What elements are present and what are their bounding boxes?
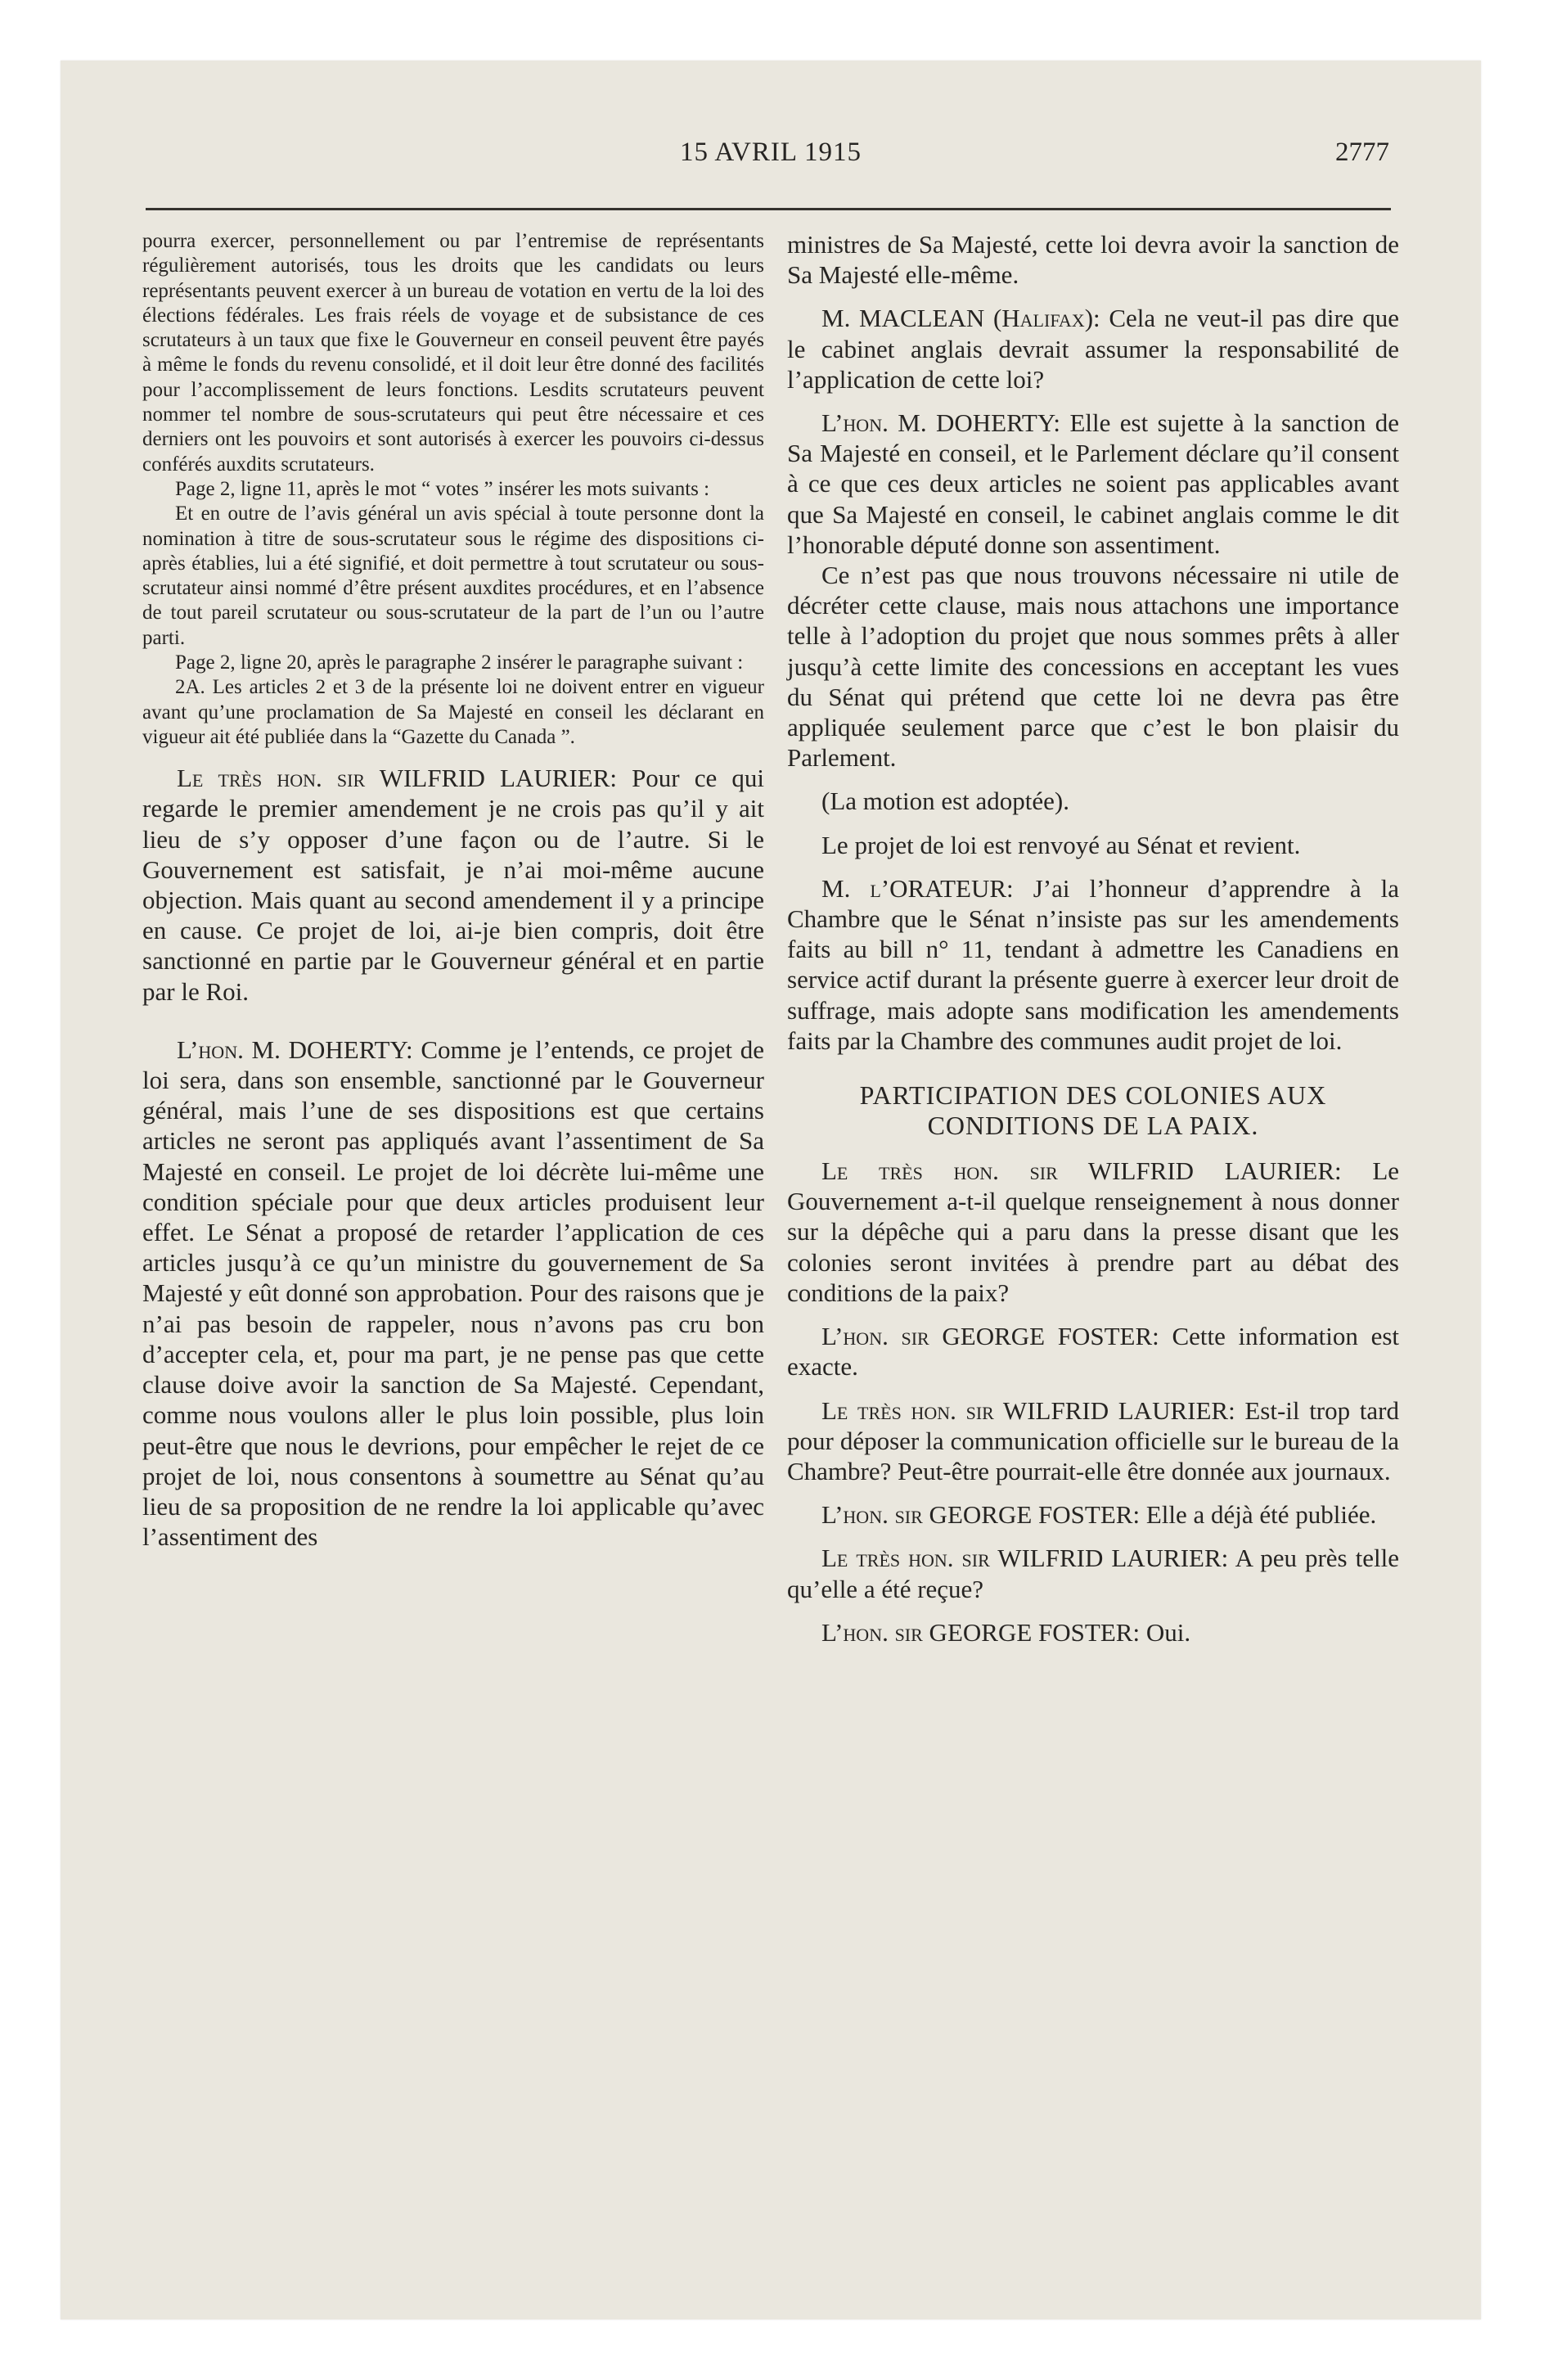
amendment-paragraph: Et en outre de l’avis général un avis spécial à toute personne dont la nomination à titre de sous-scrutateur sous le régime des dispositions ci-après établies, lui a été signifié, et doit permettre à tout scrutateur ou sous-scrutateur ainsi nommé d’être présent auxdites procédures, et en l’absence de tout pareil scrutateur ou sous-scrutateur de la part de l’un ou l’autre parti. [142, 503, 764, 649]
speech-text: Ce n’est pas que nous trouvons nécessaire ni utile de décréter cette clause, mais nous attachons une importance telle à l’adoption du projet que nous sommes prêts à aller jusqu’à cette limite des concessions en acceptant les vues du Sénat qui prétend que cette loi ne devra pas être appliquée seulement parce que c’est le bon plaisir du Parlement. [787, 561, 1399, 773]
speech-text: Oui. [1145, 1617, 1191, 1647]
speaker-name: M. l’ORATEUR: [821, 873, 1014, 903]
speech-paragraph [787, 1321, 1399, 1382]
speech-text: Cela ne veut-il pas dire que le cabinet anglais devrait assumer la responsabilité de l’application de cette loi? [787, 304, 1400, 394]
amendment-paragraph: Page 2, ligne 20, après le paragraphe 2 insérer le paragraphe suivant : [175, 651, 744, 674]
section-heading-line2: CONDITIONS DE LA PAIX. [927, 1111, 1259, 1141]
speaker-name: L’hon. sir GEORGE FOSTER: [821, 1322, 1159, 1351]
speaker-name: Le très hon. sir WILFRID LAURIER: [821, 1156, 1342, 1186]
speech-text: Elle est sujette à la sanction de Sa Majesté en conseil, et le Parlement déclare qu’il consent à ce que ces deux articles ne soient pas applicables avant que Sa Majesté en conseil, le cabinet anglais comme le dit l’honorable député donne son assentiment. [787, 408, 1400, 559]
speech-text: Le projet de loi est renvoyé au Sénat et revient. [821, 830, 1301, 859]
speaker-name: L’hon. sir GEORGE FOSTER: [821, 1617, 1141, 1647]
speaker-name: Le très hon. sir WILFRID LAURIER: [821, 1544, 1229, 1573]
speech-paragraph [787, 408, 1399, 560]
right-column [787, 229, 1399, 1648]
speech-paragraph [787, 303, 1399, 394]
procedural-note [787, 786, 1399, 816]
speech-text: Pour ce qui regarde le premier amendement je ne crois pas qu’il y ait lieu de s’y opposer d’une façon ou de l’autre. Si le Gouvernement est satisfait, je n’ai moi-même aucune objection. Mais quant au second amendement il y a principe en cause. Ce projet de loi, ai-je bien compris, doit être sanctionné en partie par le Gouverneur général et en partie par le Roi. [142, 764, 764, 1006]
speaker-name: L’hon. M. DOHERTY: [177, 1034, 413, 1064]
page-number: 2777 [1335, 137, 1389, 167]
debate-text-left [142, 763, 764, 1552]
speech-paragraph [787, 1395, 1399, 1487]
speech-paragraph [787, 1156, 1399, 1308]
speech-text: Est-il trop tard pour déposer la communication officielle sur le bureau de la Chambre? Peut-être pourrait-elle être donnée aux journaux. [787, 1395, 1399, 1485]
amendment-paragraph: 2A. Les articles 2 et 3 de la présente loi ne doivent entrer en vigueur avant qu’une proclamation de Sa Majesté en conseil les déclarant en vigueur ait été publiée dans la “Gazette du Canada ”. [142, 676, 764, 748]
scanned-page [61, 61, 1481, 2319]
speech-text: Comme je l’entends, ce projet de loi sera, dans son ensemble, sanctionné par le Gouverneur général, mais l’une de ses dispositions est que certains articles ne seront pas appliqués avant l’assentiment de Sa Majesté en conseil. Le projet de loi décrète lui-même une condition spéciale pour que deux articles produisent leur effet. Le Sénat a proposé de retarder l’application de ces articles jusqu’à ce qu’un ministre du gouvernement de Sa Majesté y eût donné son approbation. Pour des raisons que je n’ai pas besoin de rappeler, nous n’avons pas cru bon d’accepter cela, et, pour ma part, je ne pense pas que cette clause doive avoir la sanction de Sa Majesté. Cependant, comme nous voulons aller le plus loin possible, plus loin peut-être que nous le devrions, pour empêcher le rejet de ce projet de loi, nous consentons à soumettre au Sénat qu’au lieu de sa proposition de ne rendre la loi applicable qu’avec l’assentiment des [142, 1034, 764, 1552]
speech-paragraph [787, 1499, 1399, 1530]
speech-paragraph [787, 560, 1399, 773]
speaker-name: M. MACLEAN (Halifax): [821, 304, 1100, 333]
speech-paragraph [787, 1543, 1399, 1603]
amendment-text [142, 229, 764, 750]
speech-paragraph [787, 1617, 1399, 1648]
speech-text: A peu près telle qu’elle a été reçue? [787, 1544, 1399, 1603]
amendment-paragraph: pourra exercer, personnellement ou par l’entremise de représentants régulièrement autorisés, tous les droits que les candidats ou leurs représentants peuvent exercer à un bureau de votation en vertu de la loi des élections fédérales. Les frais réels de voyage et de subsistance de ces scrutateurs à un taux que fixe le Gouverneur en conseil peuvent être payés à même le fonds du revenu consolidé, et il doit leur être donné des facilités pour l’accomplissement de leurs fonctions. Lesdits scrutateurs peuvent nommer tel nombre de sous-scrutateurs qui peut être nécessaire et ces derniers ont les pouvoirs et sont autorisés à exercer les pouvoirs ci-dessus conférés auxdits scrutateurs. [142, 230, 764, 476]
section-heading: PARTICIPATION DES COLONIES AUX [859, 1080, 1327, 1111]
procedural-note [787, 830, 1399, 860]
speech-paragraph [787, 229, 1399, 290]
amendment-paragraph: Page 2, ligne 11, après le mot “ votes ” insérer les mots suivants : [175, 477, 710, 500]
speech-text: Le Gouvernement a-t-il quelque renseignement à nous donner sur la dépêche qui a paru dans la presse disant que les colonies seront invitées à prendre part au débat des conditions de la paix? [787, 1156, 1400, 1307]
speech-text: (La motion est adoptée). [821, 787, 1070, 816]
left-column [142, 229, 764, 1552]
speech-text: Elle a déjà été publiée. [1145, 1500, 1377, 1530]
speaker-name: Le très hon. sir WILFRID LAURIER: [177, 764, 617, 793]
speech-paragraph [142, 763, 764, 1007]
header-rule [146, 208, 1391, 210]
speech-text: ministres de Sa Majesté, cette loi devra avoir la sanction de Sa Majesté elle-même. [787, 230, 1399, 290]
speaker-name: Le très hon. sir WILFRID LAURIER: [821, 1395, 1235, 1425]
speech-paragraph [787, 873, 1399, 1056]
speech-text: Cette information est exacte. [787, 1322, 1400, 1382]
speech-paragraph [142, 1034, 764, 1552]
page-date: 15 AVRIL 1915 [679, 137, 862, 167]
speaker-name: L’hon. sir GEORGE FOSTER: [821, 1500, 1141, 1530]
speech-text: J’ai l’honneur d’apprendre à la Chambre que le Sénat n’insiste pas sur les amendements faits au bill n° 11, tendant à admettre les Canadiens en service actif durant la présente guerre à exercer leur droit de suffrage, mais adopte sans modification les amendements faits par la Chambre des communes audit projet de loi. [787, 873, 1399, 1055]
speaker-name: L’hon. M. DOHERTY: [821, 408, 1061, 438]
